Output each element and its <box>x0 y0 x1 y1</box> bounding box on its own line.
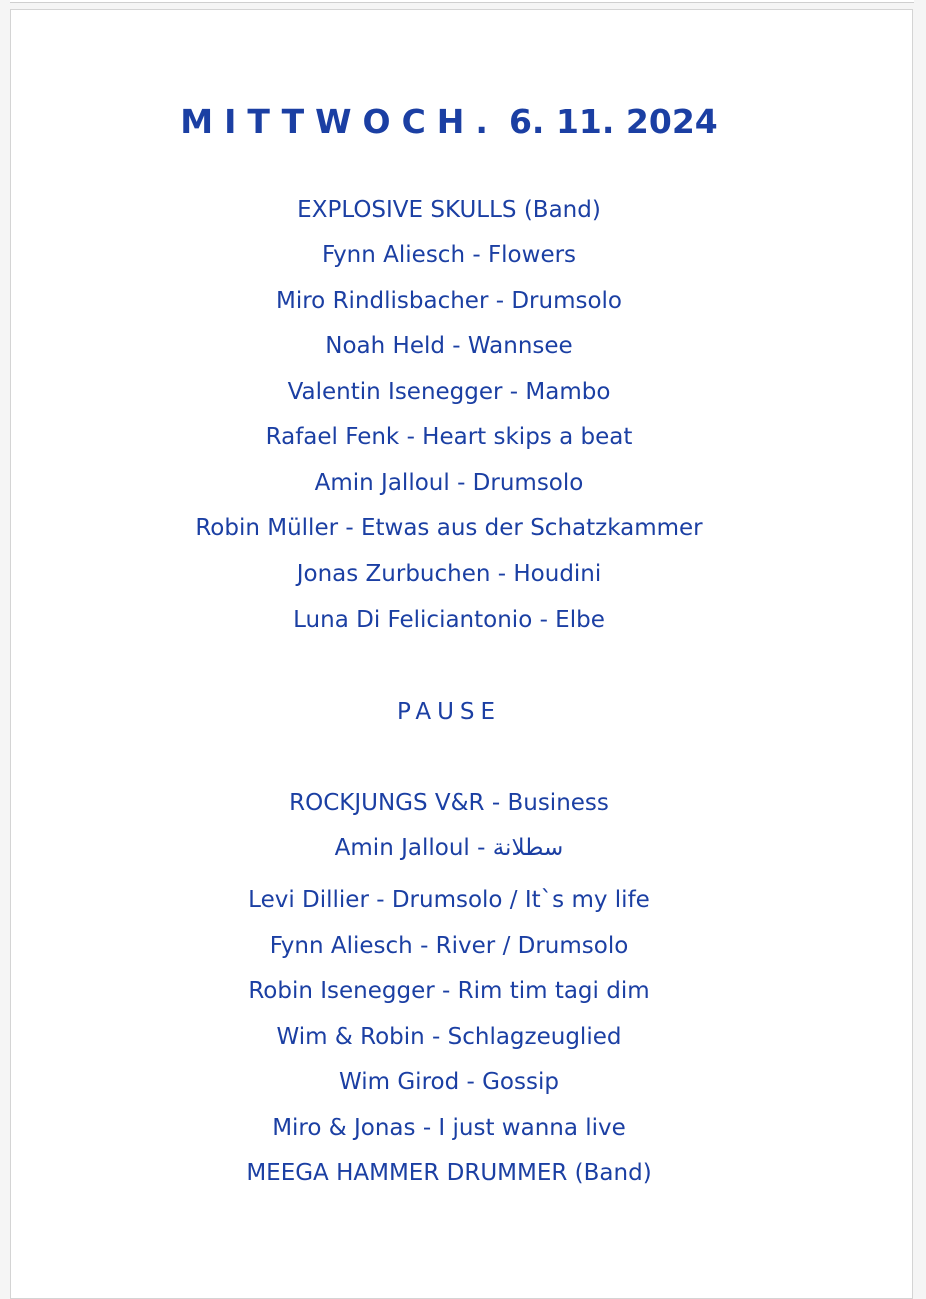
program-item: Amin Jalloul - Drumsolo <box>314 470 584 496</box>
program-item: Luna Di Feliciantonio - Elbe <box>293 607 605 633</box>
top-frame-edge <box>10 0 914 3</box>
program-item: EXPLOSIVE SKULLS (Band) <box>297 197 601 223</box>
program-item: Miro Rindlisbacher - Drumsolo <box>276 288 622 314</box>
program-item: Levi Dillier - Drumsolo / It`s my life <box>248 887 650 913</box>
program-item: Miro & Jonas - I just wanna live <box>272 1115 626 1141</box>
title-weekday: MITTWOCH. <box>180 102 499 141</box>
program-item: Rafael Fenk - Heart skips a beat <box>265 424 633 450</box>
program-item: Valentin Isenegger - Mambo <box>287 379 611 405</box>
program-item: Wim Girod - Gossip <box>339 1069 559 1095</box>
page-title <box>11 100 887 144</box>
program-card <box>10 9 913 1299</box>
program-item: Fynn Aliesch - Flowers <box>321 242 577 268</box>
pause-heading: PAUSE <box>396 699 502 725</box>
program-item: MEEGA HAMMER DRUMMER (Band) <box>246 1160 652 1186</box>
program-item: Robin Isenegger - Rim tim tagi dim <box>248 978 650 1004</box>
program-item: Fynn Aliesch - River / Drumsolo <box>269 933 629 959</box>
program-item: Noah Held - Wannsee <box>325 333 573 359</box>
program-item: Wim & Robin - Schlagzeuglied <box>276 1024 622 1050</box>
program-item: ROCKJUNGS V&R - Business <box>289 790 609 816</box>
program-item: Robin Müller - Etwas aus der Schatzkammer <box>195 515 703 541</box>
program-item: Jonas Zurbuchen - Houdini <box>296 561 602 587</box>
program-item: Amin Jalloul - سطلانة <box>334 835 564 861</box>
title-date: 6. 11. 2024 <box>508 102 718 141</box>
